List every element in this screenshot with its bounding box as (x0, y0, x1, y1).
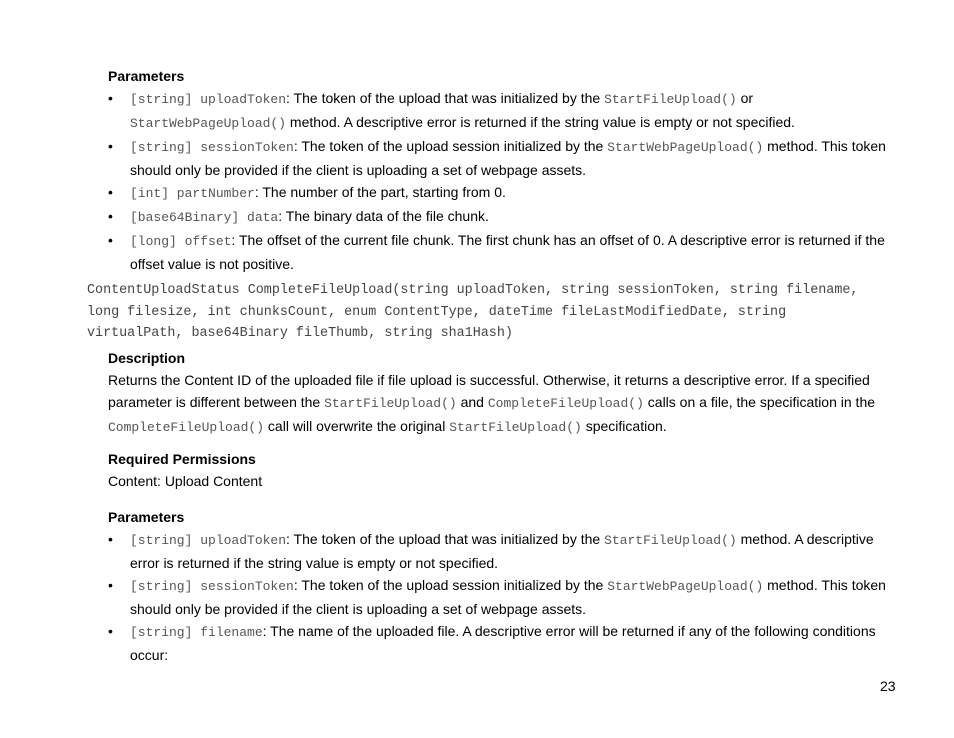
param-session-token: • [string] sessionToken: The token of the upload session initialized by the StartWebPageUpload() method. This token should only be provided if the client is uploading a set of webpage assets. (108, 135, 888, 181)
parameters-heading: Parameters (108, 68, 185, 84)
param-offset: • [long] offset: The offset of the current file chunk. The first chunk has an offset of 0. A descriptive error is returned if the offset value is not positive. (108, 229, 888, 275)
method-ref: StartWebPageUpload() (130, 116, 287, 131)
param-type: [base64Binary] data (130, 210, 279, 225)
method-ref: CompleteFileUpload() (108, 420, 265, 435)
parameters-section-2 (108, 506, 888, 666)
method-ref: StartFileUpload() (324, 396, 457, 411)
param-session-token: • [string] sessionToken: The token of the upload session initialized by the StartWebPageUpload() method. This token should only be provided if the client is uploading a set of webpage assets. (108, 574, 888, 620)
param-upload-token: • [string] uploadToken: The token of the upload that was initialized by the StartFileUpload() method. A descriptive error is returned if the string value is empty or not specified. (108, 528, 888, 574)
parameters-list (108, 528, 888, 666)
param-type: [string] filename (130, 625, 263, 640)
page-number: 23 (880, 678, 896, 694)
parameters-section-1 (108, 65, 888, 275)
method-ref: StartFileUpload() (604, 92, 737, 107)
param-type: [string] sessionToken (130, 140, 294, 155)
parameters-heading: Parameters (108, 509, 185, 525)
param-type: [int] partNumber (130, 186, 255, 201)
method-ref: CompleteFileUpload() (487, 396, 644, 411)
param-type: [string] sessionToken (130, 579, 294, 594)
param-type: [long] offset (130, 234, 232, 249)
description-heading: Description (108, 350, 186, 366)
description-text: Returns the Content ID of the uploaded file if file upload is successful. Otherwise, it returns a descriptive error. If a specified parameter is different between the StartFileUpload() and CompleteFileUpload() calls on a file, the specification in the CompleteFileUpload() call will overwrite the original StartFileUpload() specification. (108, 372, 876, 435)
param-part-number: • [int] partNumber: The number of the part, starting from 0. (108, 181, 888, 205)
param-filename: • [string] filename: The name of the uploaded file. A descriptive error will be returned if any of the following conditions occur: (108, 620, 888, 666)
permissions-text: Content: Upload Content (108, 473, 263, 489)
method-ref: StartFileUpload() (604, 533, 737, 548)
method-ref: StartFileUpload() (449, 420, 582, 435)
param-type: [string] uploadToken (130, 533, 287, 548)
param-data: • [base64Binary] data: The binary data of the file chunk. (108, 205, 888, 229)
description-section (108, 347, 888, 439)
method-signature: ContentUploadStatus CompleteFileUpload(string uploadToken, string sessionToken, string filename, long filesize, int chunksCount, enum ContentType, dateTime fileLastModifiedDate, string virtualPath, base64Binary fileThumb, string sha1Hash) (87, 283, 867, 341)
permissions-section (108, 448, 888, 492)
permissions-heading: Required Permissions (108, 451, 256, 467)
param-upload-token: • [string] uploadToken: The token of the upload that was initialized by the StartFileUpload() or StartWebPageUpload() method. A descriptive error is returned if the string value is empty or not specified. (108, 87, 888, 135)
parameters-list (108, 87, 888, 275)
method-ref: StartWebPageUpload() (607, 579, 764, 594)
method-ref: StartWebPageUpload() (607, 140, 764, 155)
param-type: [string] uploadToken (130, 92, 287, 107)
